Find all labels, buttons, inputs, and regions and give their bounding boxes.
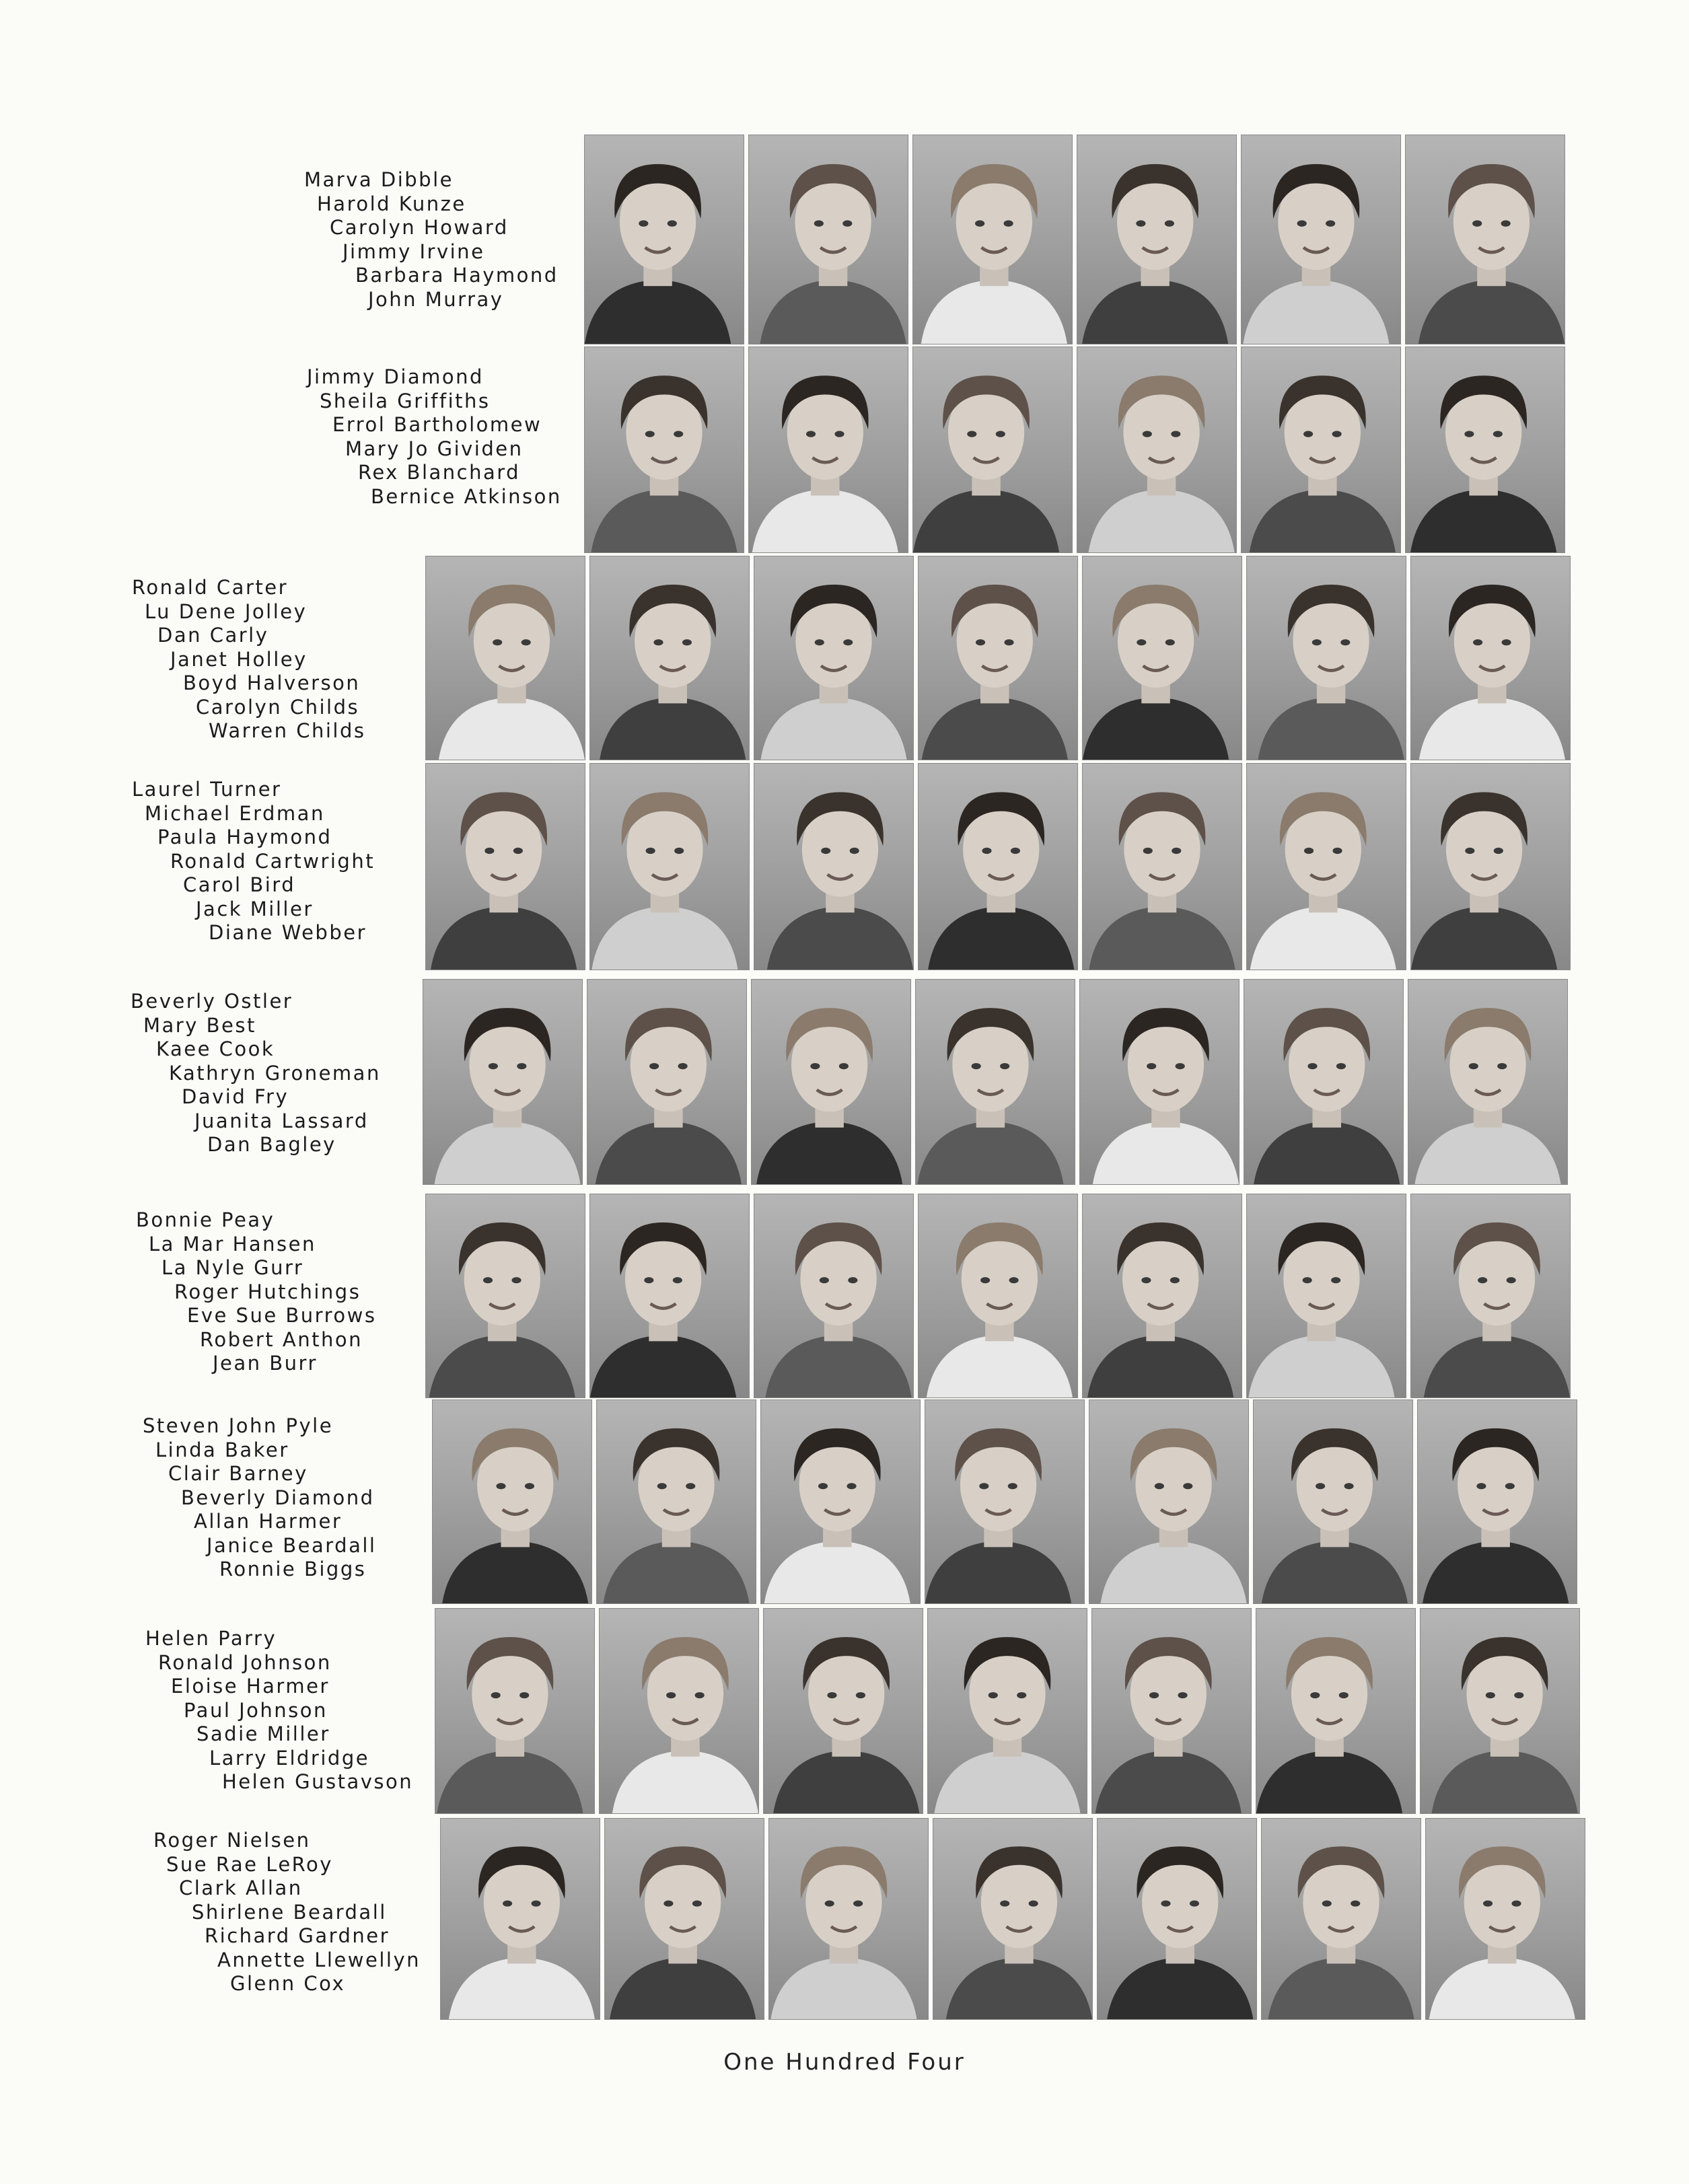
student-portrait — [1097, 1818, 1257, 2020]
student-portrait — [1425, 1818, 1585, 2020]
student-portrait — [1082, 1194, 1242, 1398]
student-name: Bernice Atkinson — [371, 484, 562, 508]
student-name: Jimmy Irvine — [343, 240, 485, 263]
student-portrait — [768, 1818, 929, 2020]
student-portrait — [1246, 1194, 1406, 1398]
student-name: Sheila Griffiths — [320, 389, 491, 412]
student-portrait — [589, 556, 750, 760]
student-portrait — [425, 763, 585, 970]
student-name: Marva Dibble — [304, 168, 454, 191]
student-name: Larry Eldridge — [209, 1746, 370, 1770]
student-name: Eve Sue Burrows — [187, 1304, 377, 1327]
name-list — [136, 1208, 376, 1376]
student-name: Paula Haymond — [157, 826, 332, 848]
student-name: Rex Blanchard — [358, 461, 521, 484]
student-name: Clair Barney — [168, 1462, 308, 1485]
student-portrait — [1082, 556, 1242, 760]
student-name: Eloise Harmer — [171, 1675, 330, 1698]
student-portrait — [1410, 556, 1571, 760]
portrait-strip — [425, 556, 1571, 760]
student-portrait — [584, 135, 744, 344]
student-name: Mary Best — [143, 1013, 256, 1037]
student-portrait — [1405, 347, 1565, 553]
portrait-strip — [584, 347, 1565, 553]
student-portrait — [584, 347, 744, 553]
student-portrait — [933, 1818, 1093, 2020]
student-portrait — [1408, 979, 1568, 1185]
student-portrait — [754, 556, 914, 760]
name-list — [132, 576, 366, 743]
student-portrait — [915, 979, 1075, 1185]
student-name: Laurel Turner — [132, 778, 282, 801]
student-name: Ronald Johnson — [158, 1650, 332, 1674]
student-name: Clark Allan — [179, 1877, 303, 1899]
student-portrait — [1079, 979, 1239, 1185]
student-portrait — [1417, 1399, 1577, 1604]
student-name: Allan Harmer — [194, 1510, 343, 1533]
student-name: Errol Bartholomew — [332, 413, 542, 436]
student-portrait — [754, 763, 914, 970]
student-name: Dan Carly — [157, 624, 269, 647]
student-name: Michael Erdman — [145, 801, 325, 825]
name-list — [145, 1627, 413, 1794]
student-name: Richard Gardner — [205, 1924, 390, 1947]
student-portrait — [432, 1399, 592, 1604]
student-name: Diane Webber — [209, 921, 367, 944]
student-portrait — [1089, 1399, 1249, 1604]
portrait-strip — [425, 763, 1571, 970]
portrait-strip — [423, 979, 1568, 1185]
student-portrait — [1410, 1194, 1571, 1398]
portrait-strip — [435, 1608, 1580, 1814]
name-list — [304, 168, 559, 312]
student-name: Dan Bagley — [207, 1133, 336, 1156]
student-name: Ronnie Biggs — [219, 1558, 367, 1580]
portrait-strip — [584, 135, 1565, 344]
student-name: Helen Parry — [145, 1627, 277, 1650]
student-name: Jean Burr — [213, 1352, 318, 1375]
student-name: Carolyn Howard — [330, 216, 509, 239]
student-portrait — [435, 1608, 595, 1814]
student-portrait — [587, 979, 747, 1185]
student-portrait — [760, 1399, 921, 1604]
student-name: Beverly Ostler — [131, 990, 293, 1013]
student-name: La Mar Hansen — [149, 1232, 316, 1255]
student-portrait — [748, 135, 908, 344]
student-portrait — [925, 1399, 1085, 1604]
page-number: One Hundred Four — [723, 2049, 966, 2076]
student-portrait — [918, 1194, 1078, 1398]
student-portrait — [425, 1194, 585, 1398]
student-name: Linda Baker — [155, 1438, 289, 1461]
student-portrait — [1246, 556, 1406, 760]
student-portrait — [1241, 347, 1401, 553]
student-name: Jimmy Diamond — [307, 365, 484, 388]
student-portrait — [748, 347, 908, 553]
student-portrait — [1077, 135, 1237, 344]
student-name: Mary Jo Gividen — [345, 437, 524, 460]
portrait-strip — [425, 1194, 1571, 1398]
student-name: Sue Rae LeRoy — [166, 1852, 333, 1876]
student-portrait — [1082, 763, 1242, 970]
student-name: Roger Hutchings — [174, 1280, 361, 1303]
student-portrait — [751, 979, 911, 1185]
student-name: David Fry — [182, 1085, 289, 1108]
student-portrait — [1420, 1608, 1580, 1814]
student-name: Boyd Halverson — [183, 671, 361, 694]
student-name: Warren Childs — [209, 719, 366, 742]
student-name: Sadie Miller — [196, 1722, 330, 1745]
student-name: Harold Kunze — [317, 192, 466, 215]
student-portrait — [604, 1818, 764, 2020]
student-name: Kathryn Groneman — [169, 1061, 381, 1085]
student-name: Glenn Cox — [230, 1972, 346, 1995]
student-name: Robert Anthon — [200, 1327, 363, 1351]
student-portrait — [1253, 1399, 1413, 1604]
student-portrait — [1244, 979, 1404, 1185]
student-name: Shirlene Beardall — [192, 1900, 387, 1924]
student-name: Roger Nielsen — [153, 1829, 311, 1852]
portrait-strip — [432, 1399, 1577, 1604]
student-portrait — [918, 763, 1078, 970]
student-name: Steven John Pyle — [143, 1414, 334, 1437]
student-name: Juanita Lassard — [194, 1109, 369, 1132]
student-name: Janice Beardall — [207, 1533, 377, 1557]
student-portrait — [1091, 1608, 1252, 1814]
student-portrait — [589, 763, 750, 970]
student-name: Ronald Cartwright — [170, 849, 375, 873]
student-portrait — [440, 1818, 600, 2020]
student-portrait — [1256, 1608, 1416, 1814]
student-name: Barbara Haymond — [355, 264, 559, 287]
student-name: Carol Bird — [183, 873, 296, 896]
name-list — [132, 778, 375, 945]
student-portrait — [589, 1194, 750, 1398]
portrait-strip — [440, 1818, 1585, 2020]
student-name: Carolyn Childs — [196, 695, 360, 719]
name-list — [153, 1829, 421, 1996]
name-list — [131, 990, 381, 1157]
student-portrait — [599, 1608, 759, 1814]
student-portrait — [1261, 1818, 1421, 2020]
student-name: Ronald Carter — [132, 576, 289, 599]
student-name: Bonnie Peay — [136, 1208, 275, 1231]
student-name: John Murray — [368, 287, 504, 311]
student-name: Annette Llewellyn — [217, 1948, 421, 1971]
student-portrait — [1405, 135, 1565, 344]
student-name: Beverly Diamond — [181, 1486, 375, 1509]
student-portrait — [1077, 347, 1237, 553]
student-portrait — [927, 1608, 1087, 1814]
student-portrait — [425, 556, 585, 760]
student-name: La Nyle Gurr — [161, 1256, 304, 1279]
student-name: Lu Dene Jolley — [145, 599, 308, 623]
student-portrait — [596, 1399, 756, 1604]
student-portrait — [912, 347, 1073, 553]
student-name: Kaee Cook — [156, 1038, 275, 1060]
student-portrait — [763, 1608, 923, 1814]
student-portrait — [1246, 763, 1406, 970]
student-name: Helen Gustavson — [222, 1770, 414, 1793]
student-name: Paul Johnson — [184, 1698, 328, 1722]
name-list — [307, 365, 562, 509]
student-portrait — [754, 1194, 914, 1398]
name-list — [143, 1414, 376, 1582]
student-name: Jack Miller — [196, 897, 314, 920]
student-portrait — [918, 556, 1078, 760]
student-portrait — [423, 979, 583, 1185]
student-name: Janet Holley — [170, 647, 308, 671]
student-portrait — [1241, 135, 1401, 344]
student-portrait — [912, 135, 1073, 344]
student-portrait — [1410, 763, 1571, 970]
